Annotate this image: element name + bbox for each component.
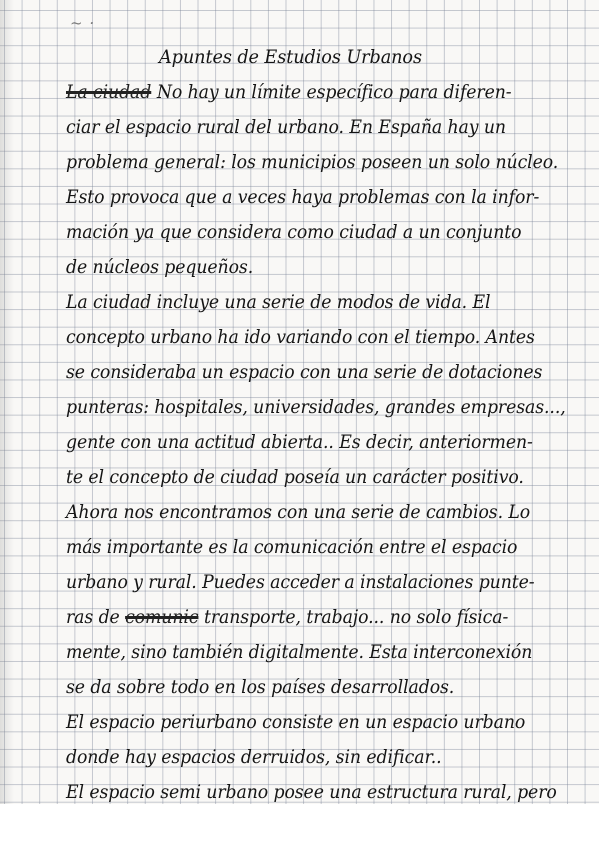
page-edge-shadow [0, 0, 14, 848]
note-line-text: No hay un límite específico para diferen- [156, 82, 512, 103]
note-line: concepto urbano ha ido variando con el tiempo. Antes [66, 327, 535, 348]
note-line: mación ya que considera como ciudad a un conjunto [66, 222, 522, 243]
note-line: te el concepto de ciudad poseía un carácter positivo. [66, 467, 524, 488]
note-line: Ahora nos encontramos con una serie de cambios. Lo [66, 502, 531, 523]
handwritten-notes [66, 40, 566, 810]
note-line: Esto provoca que a veces haya problemas con la infor- [66, 187, 540, 208]
note-line: donde hay espacios derruidos, sin edificar.. [66, 747, 442, 768]
note-line-text: ras de [66, 607, 120, 628]
note-line: se da sobre todo en los países desarrollados. [66, 677, 455, 698]
note-line: mente, sino también digitalmente. Esta interconexión [66, 642, 533, 663]
crossed-out-word: La ciudad [66, 82, 152, 103]
note-line: problema general: los municipios poseen un solo núcleo. [66, 152, 559, 173]
crossed-out-word: comunic [125, 607, 199, 628]
note-line: La ciudad incluye una serie de modos de vida. El [66, 292, 491, 313]
note-line: ciar el espacio rural del urbano. En España hay un [66, 117, 506, 138]
note-line [66, 75, 554, 110]
note-line [66, 600, 554, 635]
note-line: se consideraba un espacio con una serie de dotaciones [66, 362, 543, 383]
note-line: punteras: hospitales, universidades, grandes empresas..., [66, 397, 566, 418]
note-line-text: transporte, trabajo... no solo física- [204, 607, 509, 628]
notes-title: Apuntes de Estudios Urbanos [159, 46, 422, 68]
note-line: gente con una actitud abierta.. Es decir, anteriormen- [66, 432, 533, 453]
note-line: urbano y rural. Puedes acceder a instalaciones punte- [66, 572, 535, 593]
note-line: El espacio periurbano consiste en un espacio urbano [66, 712, 526, 733]
note-line: de núcleos pequeños. [66, 257, 254, 278]
header-fragment: ~ · [70, 14, 96, 32]
note-line: más importante es la comunicación entre el espacio [66, 537, 518, 558]
note-line: El espacio semi urbano posee una estructura rural, pero [66, 782, 557, 803]
